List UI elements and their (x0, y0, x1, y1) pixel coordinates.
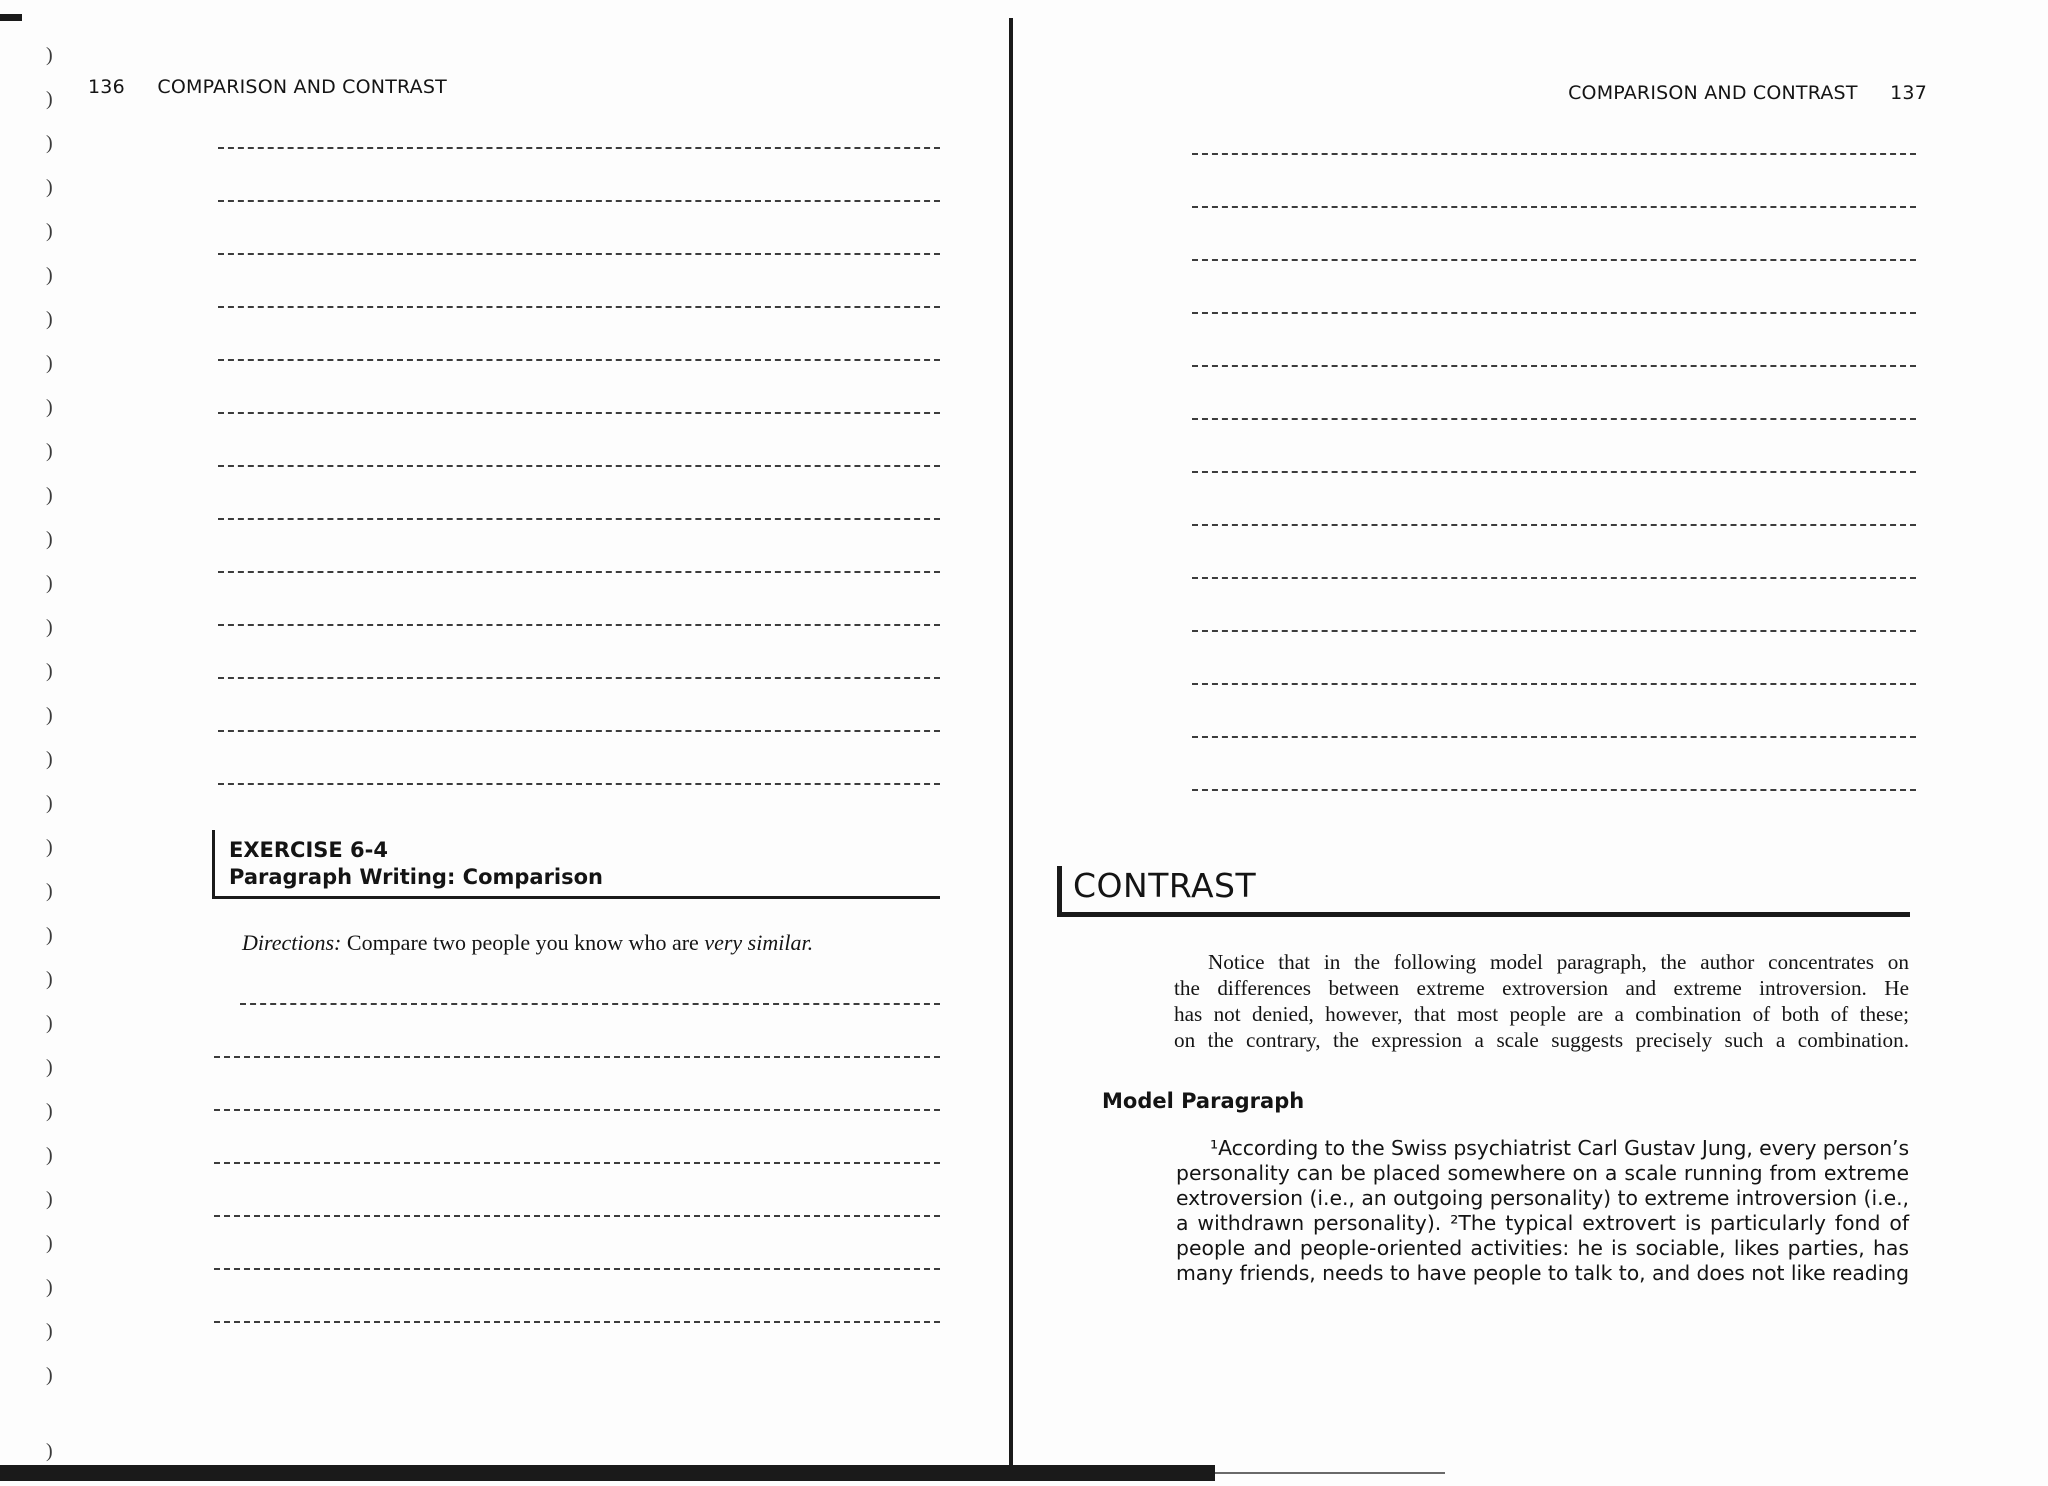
directions-label: Directions: (242, 930, 342, 955)
directions (242, 930, 813, 956)
answer-line[interactable] (218, 730, 940, 732)
exercise-number: EXERCISE 6-4 (229, 838, 388, 862)
answer-line[interactable] (1192, 312, 1916, 314)
answer-line[interactable] (1192, 418, 1916, 420)
intro-line: the differences between extreme extroversion and extreme introversion. He (1174, 976, 1909, 1000)
answer-line[interactable] (1192, 365, 1916, 367)
intro-line: has not denied, however, that most people are a combination of both of these; (1174, 1002, 1909, 1026)
right-running-head-title: COMPARISON AND CONTRAST (1568, 82, 1858, 104)
answer-line[interactable] (1192, 736, 1916, 738)
model-paragraph-heading: Model Paragraph (1102, 1089, 1305, 1113)
answer-line[interactable] (1192, 153, 1916, 155)
directions-text: Compare two people you know who are (346, 930, 699, 955)
right-page-number: 137 (1890, 82, 1927, 104)
section-heading-rule (1057, 912, 1910, 917)
book-spine (1009, 18, 1013, 1470)
page-bottom-edge (0, 1465, 1215, 1481)
answer-line[interactable] (1192, 683, 1916, 685)
exercise-box-rule (212, 896, 940, 899)
intro-line: Notice that in the following model paragraph, the author concentrates on (1208, 950, 1909, 974)
section-heading: CONTRAST (1073, 866, 1257, 905)
answer-line[interactable] (218, 465, 940, 467)
answer-line[interactable] (1192, 259, 1916, 261)
directions-emphasis: very similar. (704, 930, 814, 955)
answer-line[interactable] (218, 571, 940, 573)
answer-line[interactable] (1192, 789, 1916, 791)
left-running-head-title: COMPARISON AND CONTRAST (157, 76, 447, 98)
model-line: extroversion (i.e., an outgoing personality) to extreme introversion (i.e., (1176, 1186, 1909, 1210)
answer-line[interactable] (218, 253, 940, 255)
answer-line[interactable] (218, 200, 940, 202)
answer-line[interactable] (214, 1109, 940, 1111)
model-line: a withdrawn personality). ²The typical extrovert is particularly fond of (1176, 1211, 1909, 1235)
left-page-number: 136 (88, 76, 125, 98)
answer-line[interactable] (214, 1215, 940, 1217)
answer-line[interactable] (1192, 577, 1916, 579)
answer-line[interactable] (218, 359, 940, 361)
answer-line[interactable] (214, 1268, 940, 1270)
model-line: many friends, needs to have people to talk to, and does not like reading (1176, 1261, 1909, 1285)
answer-line[interactable] (240, 1003, 940, 1005)
answer-line[interactable] (214, 1321, 940, 1323)
answer-line[interactable] (214, 1162, 940, 1164)
right-running-head (1540, 82, 1927, 104)
answer-line[interactable] (218, 518, 940, 520)
answer-line[interactable] (1192, 524, 1916, 526)
left-running-head (88, 76, 447, 98)
answer-line[interactable] (1192, 206, 1916, 208)
answer-line[interactable] (218, 147, 940, 149)
model-line: personality can be placed somewhere on a scale running from extreme (1176, 1161, 1909, 1185)
answer-line[interactable] (218, 783, 940, 785)
model-line: people and people-oriented activities: he is sociable, likes parties, has (1176, 1236, 1909, 1260)
exercise-box-bar (212, 830, 215, 898)
answer-line[interactable] (218, 306, 940, 308)
answer-line[interactable] (218, 677, 940, 679)
scan-corner-mark (0, 14, 22, 21)
answer-line[interactable] (1192, 471, 1916, 473)
answer-line[interactable] (1192, 630, 1916, 632)
answer-line[interactable] (214, 1056, 940, 1058)
model-line: ¹According to the Swiss psychiatrist Carl Gustav Jung, every person’s (1210, 1136, 1909, 1160)
section-heading-bar (1057, 866, 1062, 916)
page-bottom-edge-fade (1215, 1472, 1445, 1474)
intro-line: on the contrary, the expression a scale suggests precisely such a combination. (1174, 1028, 1909, 1052)
answer-line[interactable] (218, 624, 940, 626)
answer-line[interactable] (218, 412, 940, 414)
exercise-title: Paragraph Writing: Comparison (229, 865, 604, 889)
